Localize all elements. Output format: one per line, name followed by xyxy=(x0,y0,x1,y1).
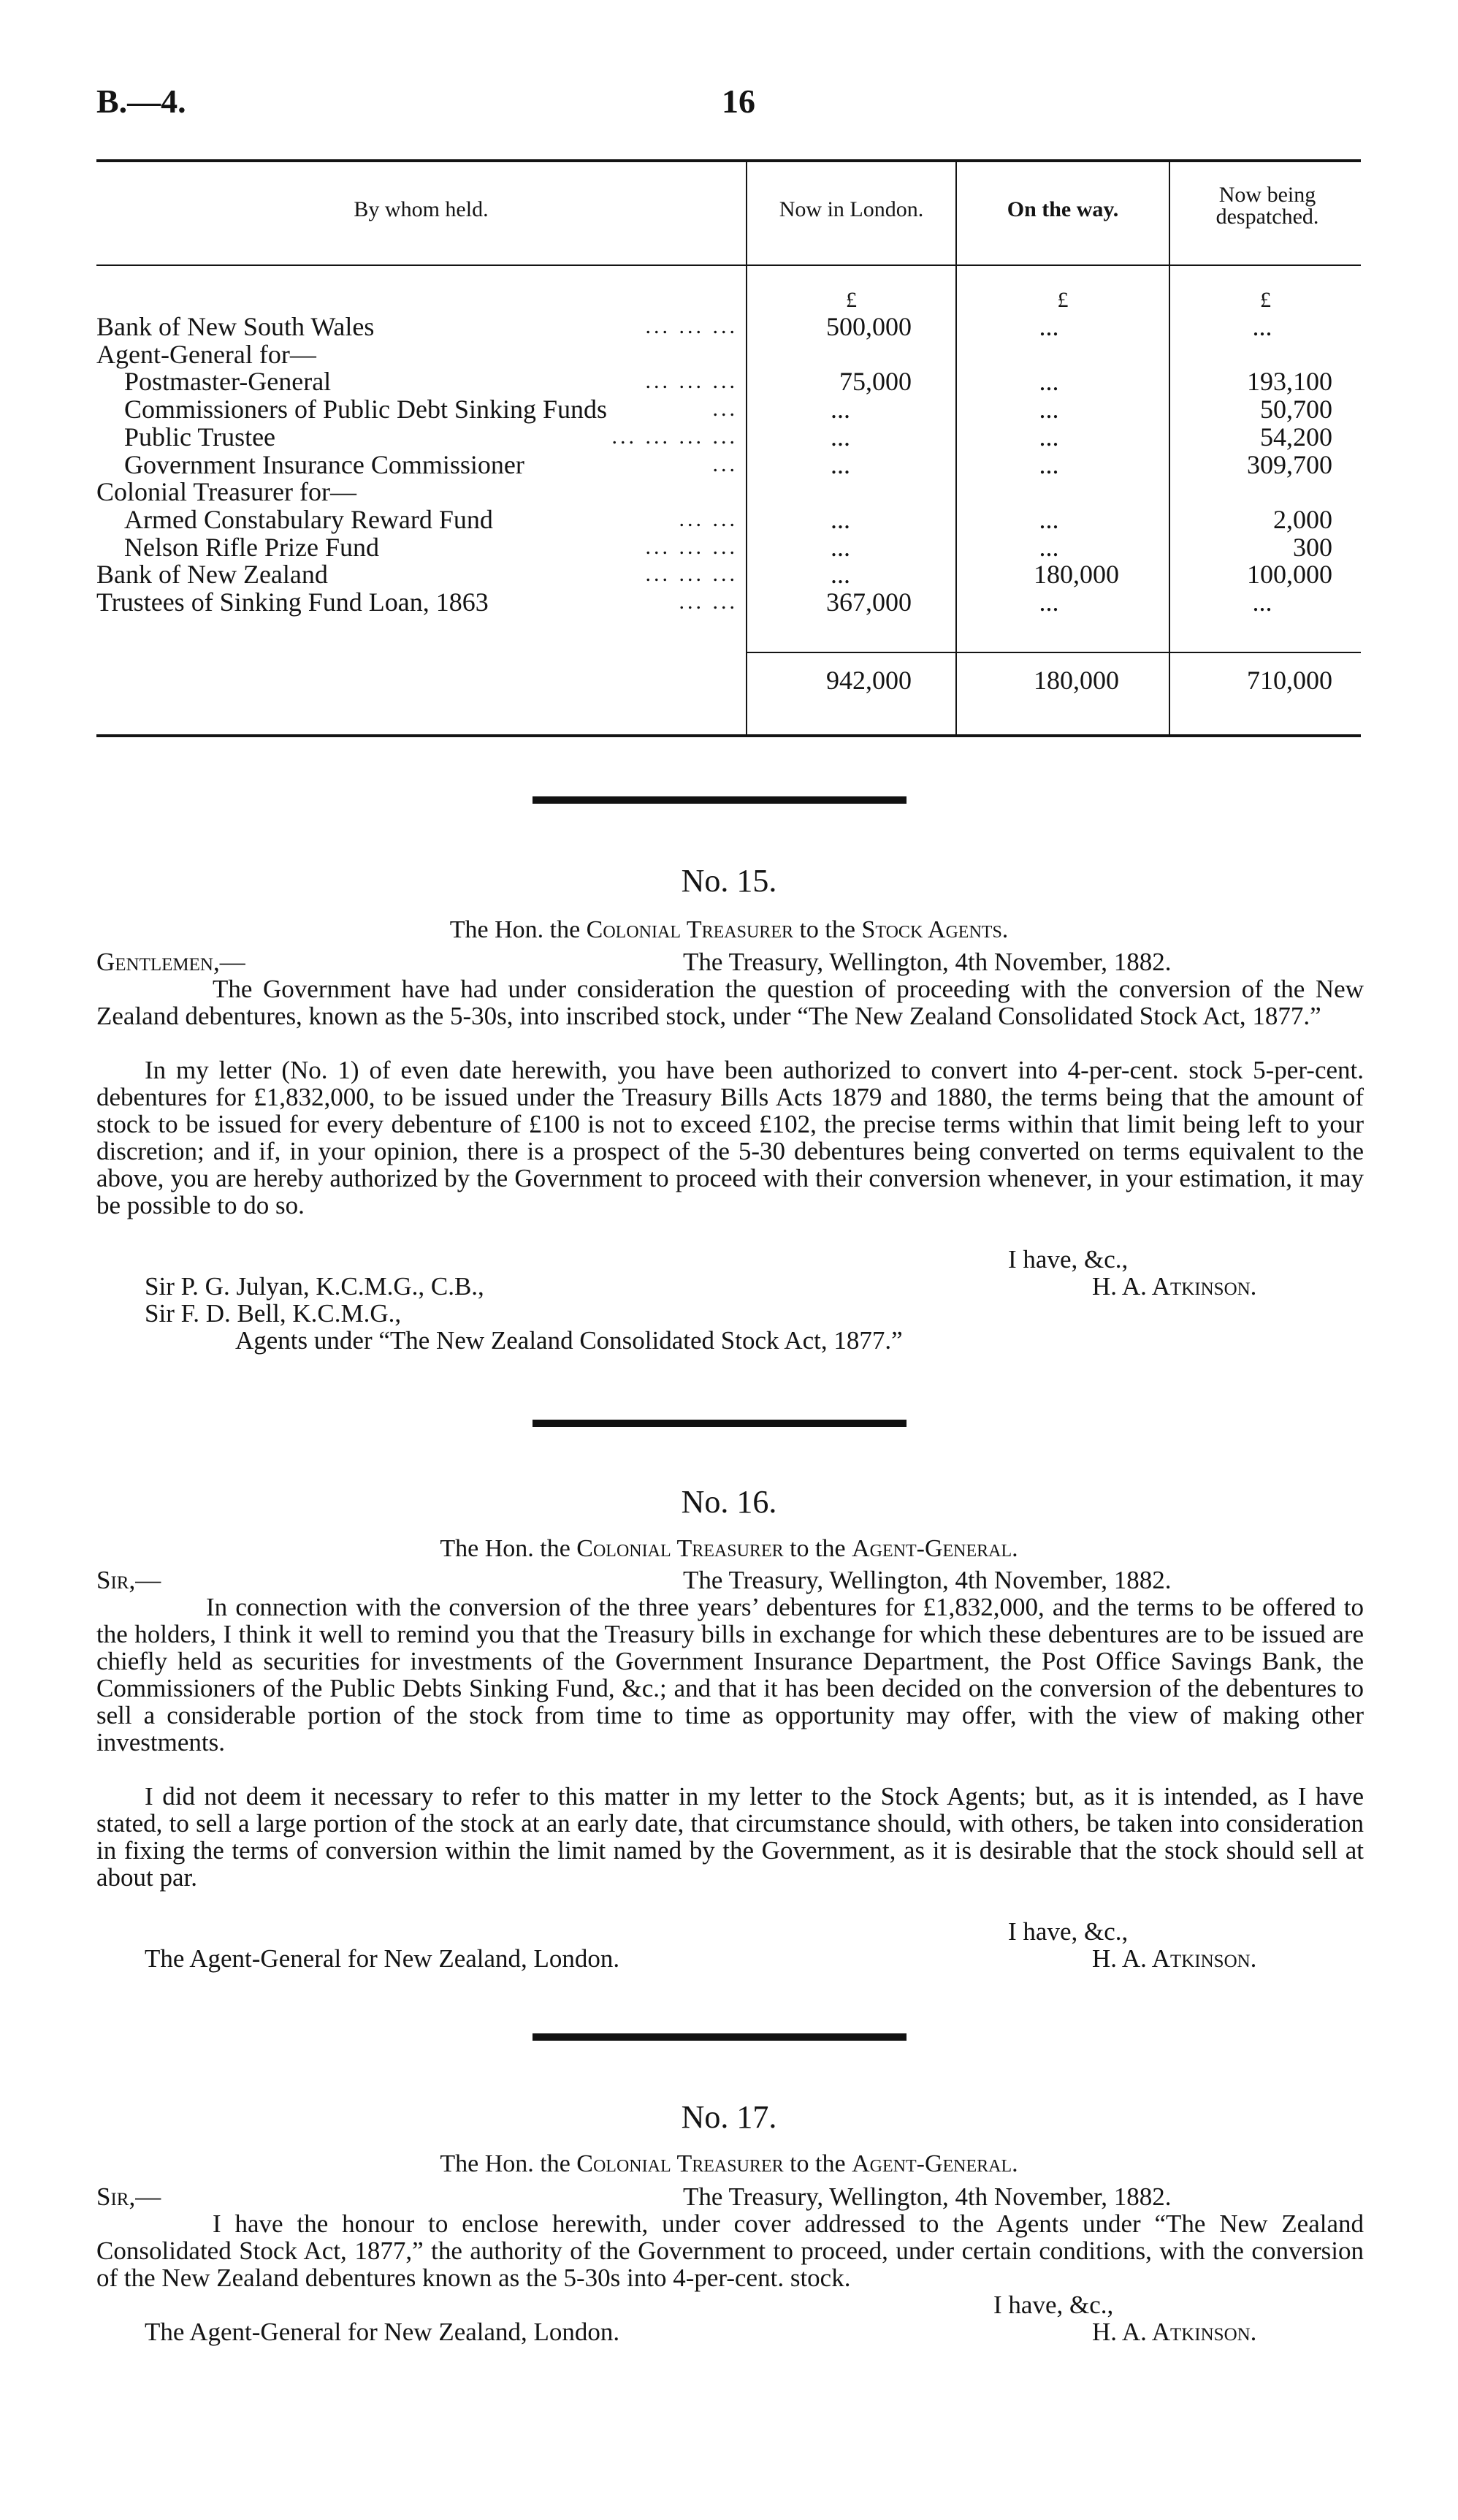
cell-london: 75,000 xyxy=(839,367,912,396)
salutation: Sir,— xyxy=(96,2182,161,2211)
currency-london: £ xyxy=(846,288,857,312)
cell-desp: 100,000 xyxy=(1247,560,1332,589)
letter-address: The Treasury, Wellington, 4th November, 1882. xyxy=(683,2182,1172,2211)
cell-desp: 50,700 xyxy=(1260,395,1332,424)
cell-desp: 300 xyxy=(1293,533,1332,562)
cell-way: ... xyxy=(1039,367,1059,396)
row-label: Commissioners of Public Debt Sinking Funds xyxy=(124,395,608,424)
cell-way: ... xyxy=(1039,587,1059,617)
row-label: Armed Constabulary Reward Fund xyxy=(124,505,493,534)
closing: I have, &c., xyxy=(993,2291,1114,2319)
table-top-rule xyxy=(96,159,1361,162)
cell-way: ... xyxy=(1039,505,1059,534)
letter-paragraph: I did not deem it necessary to refer to this matter in my letter to the Stock Agents; but, as it is intended, as I have stated, to sell a large portion of the stock at an early date, that circumstance should, with others, be taken into consideration in fixing the terms of conversion within the limit named by the Government, as it is desirable that the stock should sell at about par. xyxy=(96,1782,1364,1892)
cell-london: 367,000 xyxy=(826,587,912,617)
separator-rule xyxy=(533,2033,907,2041)
cell-london: ... xyxy=(831,450,850,479)
letter-number: No. 17. xyxy=(681,2099,777,2135)
leader-dots: ... xyxy=(712,452,738,476)
page-number: 16 xyxy=(722,83,755,120)
cell-way: ... xyxy=(1039,312,1059,341)
cell-london: ... xyxy=(831,505,850,534)
row-label: Trustees of Sinking Fund Loan, 1863 xyxy=(96,587,489,617)
cell-desp: ... xyxy=(1252,587,1272,617)
cell-london: ... xyxy=(831,560,850,589)
leader-dots: ... xyxy=(712,397,738,421)
cell-way: ... xyxy=(1039,450,1059,479)
signature: H. A. Atkinson. xyxy=(1092,2318,1257,2346)
leader-dots: ... ... ... xyxy=(645,535,738,559)
salutation: Sir,— xyxy=(96,1566,161,1594)
total-way: 180,000 xyxy=(1034,666,1119,695)
row-label: Agent-General for— xyxy=(96,340,316,369)
currency-despatched: £ xyxy=(1260,288,1271,312)
separator-rule xyxy=(533,1420,907,1427)
cell-way: ... xyxy=(1039,533,1059,562)
row-label: Postmaster-General xyxy=(124,367,332,396)
total-despatched: 710,000 xyxy=(1247,666,1332,695)
cell-desp: 193,100 xyxy=(1247,367,1332,396)
recipient-line: Sir P. G. Julyan, K.C.M.G., C.B., xyxy=(145,1272,484,1301)
row-label: Bank of New South Wales xyxy=(96,312,375,341)
currency-way: £ xyxy=(1057,288,1069,312)
letter-subtitle: The Hon. the Colonial Treasurer to the Agent-General. xyxy=(440,1535,1018,1562)
cell-way: ... xyxy=(1039,422,1059,452)
document-reference: B.—4. xyxy=(96,83,186,120)
cell-london: ... xyxy=(831,533,850,562)
cell-london: ... xyxy=(831,422,850,452)
total-london: 942,000 xyxy=(826,666,912,695)
leader-dots: ... ... ... xyxy=(645,369,738,393)
signature: H. A. Atkinson. xyxy=(1092,1272,1257,1301)
cell-london: ... xyxy=(831,395,850,424)
letter-paragraph: The Government have had under consideration the question of proceeding with the conversion of the New Zealand debentures, known as the 5-30s, into inscribed stock, under “The New Zealand Consolidated Stock Act, 1877.” xyxy=(96,975,1364,1030)
recipient-line: The Agent-General for New Zealand, London. xyxy=(145,1944,620,1973)
letter-subtitle: The Hon. the Colonial Treasurer to the Stock Agents. xyxy=(449,916,1009,943)
leader-dots: ... ... ... ... xyxy=(611,425,738,449)
leader-dots: ... ... ... xyxy=(645,314,738,338)
salutation: Gentlemen,— xyxy=(96,948,245,976)
column-header-london: Now in London. xyxy=(779,197,924,221)
row-label: Bank of New Zealand xyxy=(96,560,328,589)
leader-dots: ... ... ... xyxy=(645,562,738,586)
cell-way: ... xyxy=(1039,395,1059,424)
table-bottom-rule xyxy=(96,734,1361,737)
row-label: Nelson Rifle Prize Fund xyxy=(124,533,379,562)
cell-desp: 2,000 xyxy=(1273,505,1332,534)
letter-paragraph: In connection with the conversion of the three years’ debentures for £1,832,000, and the terms to be offered to the holders, I think it well to remind you that the Treasury bills in exchange for which these debentures are to be issued are chiefly held as securities for investments of the Government Insurance Department, the Post Office Savings Bank, the Commissioners of the Public Debts Sinking Fund, &c.; and that it has been decided on the conversion of the debentures to sell a considerable portion of the stock from time to time as opportunity may offer, with the view of making other investments. xyxy=(96,1593,1364,1756)
letter-paragraph: In my letter (No. 1) of even date herewith, you have been authorized to convert into 4-per-cent. stock 5-per-cent. debentures for £1,832,000, to be issued under the Treasury Bills Acts 1879 and 1880, the terms being that the amount of stock to be issued for every debenture of £100 is not to exceed £102, the precise terms within that limit being left to your discretion; and if, in your opinion, there is a prospect of the 5-30 debentures being converted on terms equivalent to the above, you are hereby authorized by the Government to proceed with their conversion whenever, in your estimation, it may be possible to do so. xyxy=(96,1056,1364,1219)
cell-london: 500,000 xyxy=(826,312,912,341)
column-header-on-the-way: On the way. xyxy=(1007,197,1119,221)
letter-paragraph: I have the honour to enclose herewith, under cover addressed to the Agents under “The New Zealand Consolidated Stock Act, 1877,” the authority of the Government to proceed, under certain conditions, with the conversion of the New Zealand debentures known as the 5-30s into 4-per-cent. stock. xyxy=(96,2209,1364,2292)
row-label: Government Insurance Commissioner xyxy=(124,450,524,479)
letter-number: No. 16. xyxy=(681,1484,777,1520)
letter-address: The Treasury, Wellington, 4th November, 1882. xyxy=(683,1566,1172,1594)
row-label: Colonial Treasurer for— xyxy=(96,477,356,506)
leader-dots: ... ... xyxy=(679,590,738,614)
separator-rule xyxy=(533,796,907,804)
letter-subtitle: The Hon. the Colonial Treasurer to the Agent-General. xyxy=(440,2150,1018,2177)
cell-way: 180,000 xyxy=(1034,560,1119,589)
letter-number: No. 15. xyxy=(681,863,777,899)
cell-desp: 309,700 xyxy=(1247,450,1332,479)
cell-desp: ... xyxy=(1252,312,1272,341)
column-header-held-by: By whom held. xyxy=(354,197,489,221)
recipient-line: Sir F. D. Bell, K.C.M.G., xyxy=(145,1299,402,1328)
table-header-rule xyxy=(96,264,1361,266)
column-header-despatched: Now being despatched. xyxy=(1215,183,1319,229)
recipient-line: The Agent-General for New Zealand, London. xyxy=(145,2318,620,2346)
closing: I have, &c., xyxy=(1008,1245,1129,1274)
totals-rule xyxy=(746,652,1361,653)
closing: I have, &c., xyxy=(1008,1917,1129,1946)
letter-address: The Treasury, Wellington, 4th November, 1882. xyxy=(683,948,1172,976)
leader-dots: ... ... xyxy=(679,507,738,531)
signature: H. A. Atkinson. xyxy=(1092,1944,1257,1973)
cell-desp: 54,200 xyxy=(1260,422,1332,452)
recipient-line: Agents under “The New Zealand Consolidated Stock Act, 1877.” xyxy=(235,1326,903,1355)
row-label: Public Trustee xyxy=(124,422,276,452)
